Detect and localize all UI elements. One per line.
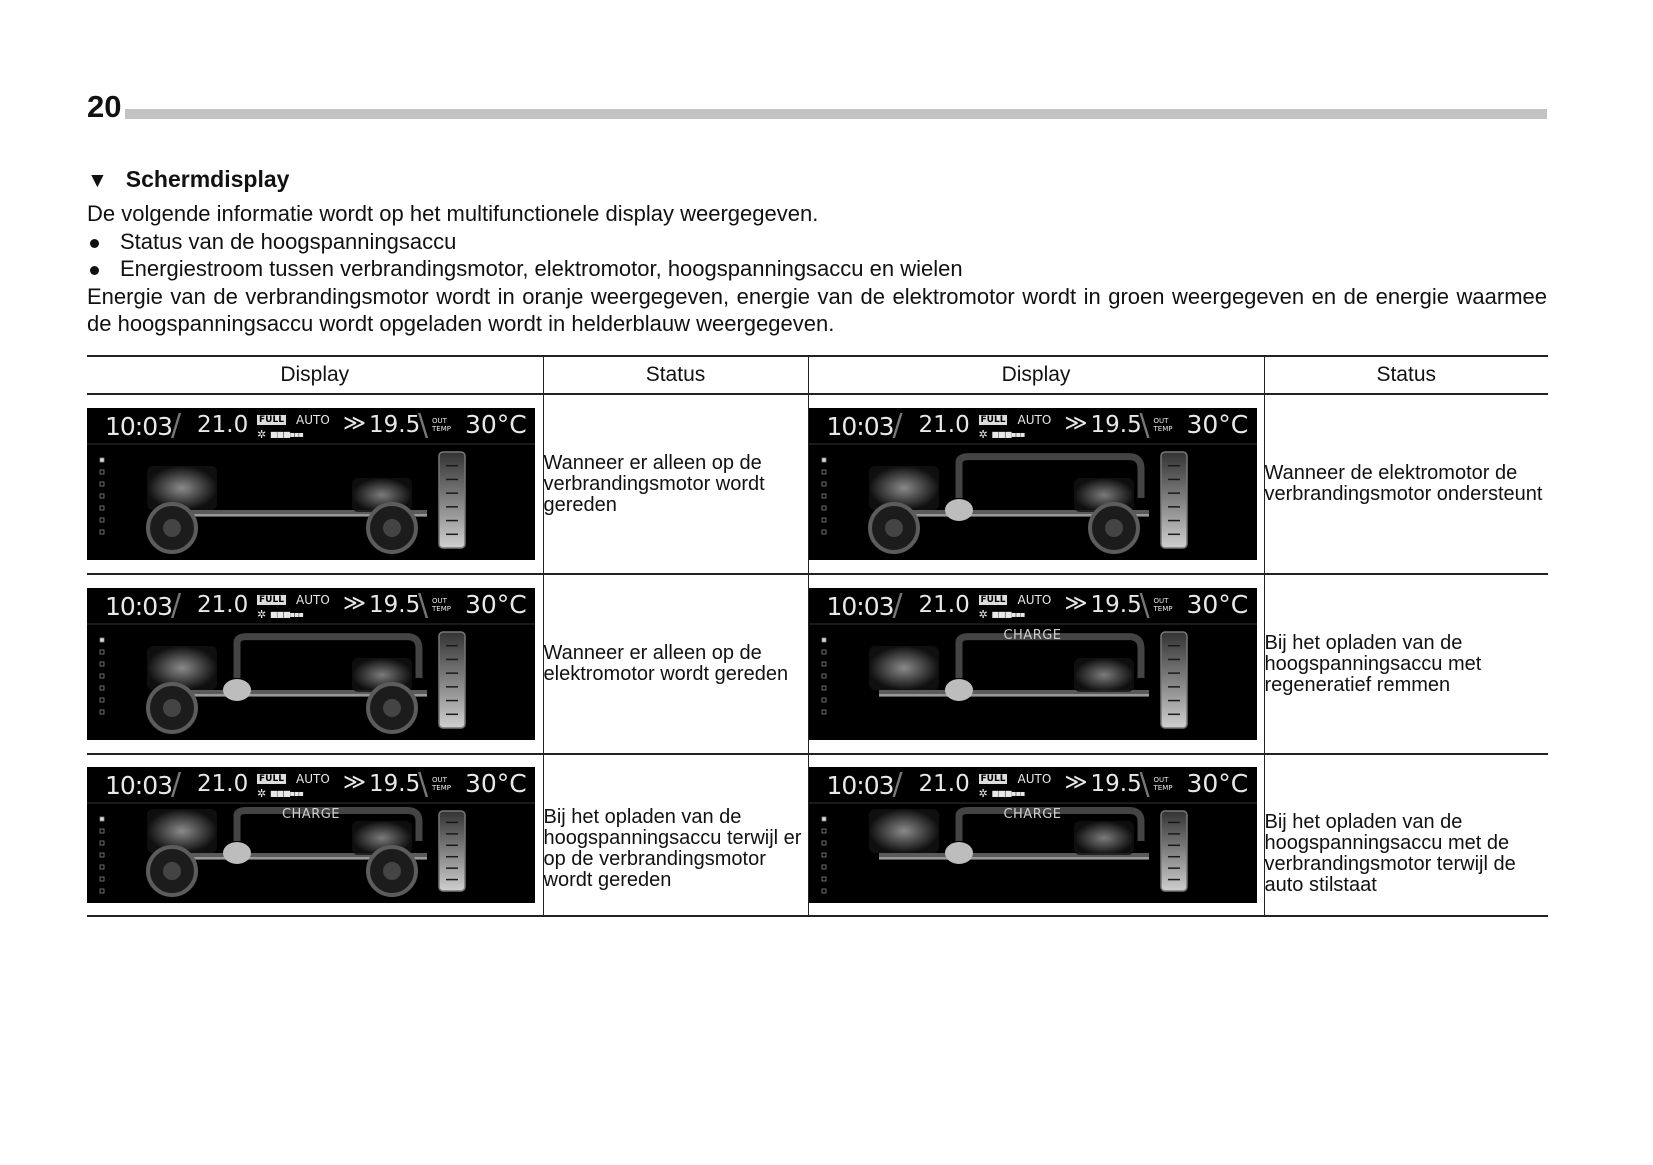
page-indicator-dot	[100, 841, 104, 845]
display-screen	[87, 588, 535, 740]
out-label: OUT	[1153, 417, 1169, 425]
page-indicator-dot	[822, 853, 826, 857]
section-title: Schermdisplay	[125, 166, 290, 192]
outside-temp-readout: 30°C	[1186, 410, 1249, 439]
fan-speed-bars: ■■■▪▪▪	[991, 430, 1025, 439]
out-temp-label	[1154, 597, 1173, 613]
divider-slash: \	[1139, 767, 1150, 802]
status-cell: Wanneer er alleen op de verbrandingsmotor wordt gereden	[543, 394, 808, 574]
page-indicator-dot	[100, 506, 104, 510]
divider-slash: /	[171, 588, 182, 623]
temp-label: TEMP	[432, 784, 451, 792]
page-indicator-dot	[822, 506, 826, 510]
full-badge: FULL	[980, 774, 1006, 784]
out-label: OUT	[432, 417, 447, 425]
clock-readout: 10:03	[826, 771, 894, 800]
column-header-display: Display	[808, 356, 1264, 394]
status-cell: Wanneer er alleen op de elektromotor wordt gereden	[543, 574, 808, 754]
page-indicator-dot	[822, 470, 826, 474]
intro-line: De volgende informatie wordt op het multifunctionele display weergegeven.	[87, 201, 819, 226]
page-indicator-dot	[822, 889, 826, 893]
display-screen	[87, 408, 535, 560]
display-screen	[87, 767, 535, 903]
climate-status-bar	[87, 588, 535, 624]
set-temp-right: 19.5	[369, 412, 421, 438]
outside-temp-readout: 30°C	[465, 769, 527, 798]
page-indicator-dot	[822, 458, 826, 462]
auto-label: AUTO	[296, 593, 330, 607]
set-temp-right: 19.5	[1090, 771, 1142, 797]
divider-slash: /	[171, 767, 182, 802]
table-row	[87, 754, 1548, 916]
page-number: 20	[87, 89, 122, 124]
page-indicator-dot	[100, 710, 104, 714]
clock-readout: 10:03	[105, 412, 173, 441]
divider-slash: \	[418, 588, 429, 623]
status-cell: Bij het opladen van de hoogspanningsaccu met de verbrandingsmotor terwijl de auto stilstaat	[1264, 754, 1548, 916]
page-indicator-dot	[822, 698, 826, 702]
section-heading	[87, 166, 289, 193]
page-indicator-dot	[822, 686, 826, 690]
display-status-table	[87, 355, 1548, 917]
table-row	[87, 574, 1548, 754]
charge-label: CHARGE	[1003, 807, 1062, 822]
header-rule	[125, 109, 1547, 119]
page-indicator-dot	[100, 470, 104, 474]
climate-status-bar	[87, 408, 535, 444]
page-indicator-dot	[100, 482, 104, 486]
page-indicator-dot	[100, 853, 104, 857]
set-temp-right: 19.5	[369, 592, 421, 618]
set-temp-right: 19.5	[1090, 592, 1142, 618]
auto-label: AUTO	[1017, 413, 1052, 427]
intro-paragraph: Energie van de verbrandingsmotor wordt in oranje weergegeven, energie van de elektromotor wordt in groen weergegeven en de energie waarmee de hoogspanningsaccu wordt opgeladen wordt in helderblauw weergegeven.	[87, 283, 1547, 336]
fan-speed-bars: ■■■▪▪▪	[270, 430, 303, 439]
page-indicator-dot	[100, 877, 104, 881]
fan-icon: ✲	[257, 787, 267, 800]
table-row	[87, 394, 1548, 574]
set-temp-left: 21.0	[918, 771, 970, 797]
bullet-item: Status van de hoogspanningsaccu	[87, 228, 1547, 256]
auto-label: AUTO	[296, 772, 330, 786]
page-indicator-dot	[100, 530, 104, 534]
page-indicator-dot	[100, 518, 104, 522]
bullet-item: Energiestroom tussen verbrandingsmotor, elektromotor, hoogspanningsaccu en wielen	[87, 255, 1547, 283]
set-temp-right: 19.5	[1090, 412, 1142, 438]
status-cell: Bij het opladen van de hoogspanningsaccu terwijl er op de verbrandingsmotor wordt gereden	[543, 754, 808, 916]
fan-icon: ✲	[978, 608, 988, 621]
divider-slash: \	[418, 408, 429, 443]
page-indicator-dot	[100, 889, 104, 893]
page-indicator-dot	[100, 650, 104, 654]
page-indicator-dot	[822, 530, 826, 534]
divider-slash: /	[892, 408, 903, 443]
out-temp-label	[432, 776, 451, 792]
full-badge: FULL	[980, 415, 1006, 425]
display-screen	[809, 408, 1257, 560]
column-header-status: Status	[1264, 356, 1548, 394]
full-badge: FULL	[259, 595, 284, 605]
fan-speed-bars: ■■■▪▪▪	[991, 610, 1025, 619]
out-temp-label	[432, 417, 451, 433]
table-header-row	[87, 356, 1548, 394]
display-screen	[809, 767, 1257, 903]
temp-label: TEMP	[432, 605, 451, 613]
airflow-icon: ≫	[343, 770, 367, 795]
page-indicator-dot	[822, 841, 826, 845]
column-header-status: Status	[543, 356, 808, 394]
temp-label: TEMP	[432, 425, 451, 433]
outside-temp-readout: 30°C	[465, 410, 527, 439]
airflow-icon: ≫	[1064, 591, 1088, 616]
airflow-icon: ≫	[343, 411, 367, 436]
page-indicator-dot	[100, 662, 104, 666]
outside-temp-readout: 30°C	[465, 590, 527, 619]
fan-icon: ✲	[978, 428, 988, 441]
set-temp-right: 19.5	[369, 771, 421, 797]
page-indicator-dot	[822, 710, 826, 714]
outside-temp-readout: 30°C	[1186, 590, 1249, 619]
page-indicator-dot	[100, 458, 104, 462]
fan-speed-bars: ■■■▪▪▪	[270, 610, 303, 619]
page-indicator-dot	[100, 674, 104, 678]
airflow-icon: ≫	[343, 591, 367, 616]
page-indicator-dot	[100, 638, 104, 642]
charge-label: CHARGE	[1003, 628, 1062, 643]
temp-label: TEMP	[1153, 605, 1173, 613]
triangle-down-icon: ▼	[87, 169, 108, 192]
status-cell: Bij het opladen van de hoogspanningsaccu met regeneratief remmen	[1264, 574, 1548, 754]
full-badge: FULL	[259, 774, 284, 784]
climate-status-bar	[87, 767, 535, 803]
airflow-icon: ≫	[1064, 770, 1088, 795]
out-temp-label	[432, 597, 451, 613]
outside-temp-readout: 30°C	[1186, 769, 1249, 798]
set-temp-left: 21.0	[197, 412, 249, 438]
intro-text	[87, 200, 1547, 338]
set-temp-left: 21.0	[197, 592, 249, 618]
display-screen	[809, 588, 1257, 740]
page-indicator-dot	[100, 494, 104, 498]
airflow-icon: ≫	[1064, 411, 1088, 436]
page-indicator-dot	[822, 650, 826, 654]
set-temp-left: 21.0	[918, 412, 970, 438]
out-temp-label	[1154, 417, 1173, 433]
clock-readout: 10:03	[826, 592, 894, 621]
full-badge: FULL	[980, 595, 1006, 605]
fan-speed-bars: ■■■▪▪▪	[991, 789, 1025, 798]
page-indicator-dot	[822, 877, 826, 881]
climate-status-bar	[809, 588, 1257, 624]
clock-readout: 10:03	[105, 592, 173, 621]
out-label: OUT	[432, 597, 447, 605]
out-label: OUT	[1153, 597, 1169, 605]
charge-label: CHARGE	[281, 807, 341, 822]
out-label: OUT	[1153, 776, 1169, 784]
auto-label: AUTO	[1017, 593, 1052, 607]
climate-status-bar	[809, 767, 1257, 803]
page-indicator-dot	[822, 829, 826, 833]
page-indicator-dot	[100, 829, 104, 833]
divider-slash: /	[892, 588, 903, 623]
auto-label: AUTO	[1017, 772, 1052, 786]
column-header-display: Display	[87, 356, 543, 394]
page-indicator-dot	[100, 686, 104, 690]
fan-icon: ✲	[978, 787, 988, 800]
auto-label: AUTO	[296, 413, 330, 427]
full-badge: FULL	[259, 415, 284, 425]
out-label: OUT	[432, 776, 447, 784]
page-indicator-dot	[100, 865, 104, 869]
set-temp-left: 21.0	[197, 771, 249, 797]
page-indicator-dot	[822, 662, 826, 666]
climate-status-bar	[809, 408, 1257, 444]
temp-label: TEMP	[1153, 784, 1173, 792]
divider-slash: /	[892, 767, 903, 802]
divider-slash: \	[1139, 408, 1150, 443]
page-indicator-dot	[822, 674, 826, 678]
set-temp-left: 21.0	[918, 592, 970, 618]
status-cell: Wanneer de elektromotor de verbrandingsmotor ondersteunt	[1264, 394, 1548, 574]
fan-icon: ✲	[257, 608, 267, 621]
divider-slash: /	[171, 408, 182, 443]
page-indicator-dot	[100, 698, 104, 702]
fan-speed-bars: ■■■▪▪▪	[270, 789, 303, 798]
page-indicator-dot	[822, 482, 826, 486]
clock-readout: 10:03	[826, 412, 894, 441]
fan-icon: ✲	[257, 428, 267, 441]
page-indicator-dot	[822, 865, 826, 869]
temp-label: TEMP	[1153, 425, 1173, 433]
divider-slash: \	[418, 767, 429, 802]
clock-readout: 10:03	[105, 771, 173, 800]
divider-slash: \	[1139, 588, 1150, 623]
page-indicator-dot	[822, 518, 826, 522]
page-indicator-dot	[822, 494, 826, 498]
out-temp-label	[1154, 776, 1173, 792]
